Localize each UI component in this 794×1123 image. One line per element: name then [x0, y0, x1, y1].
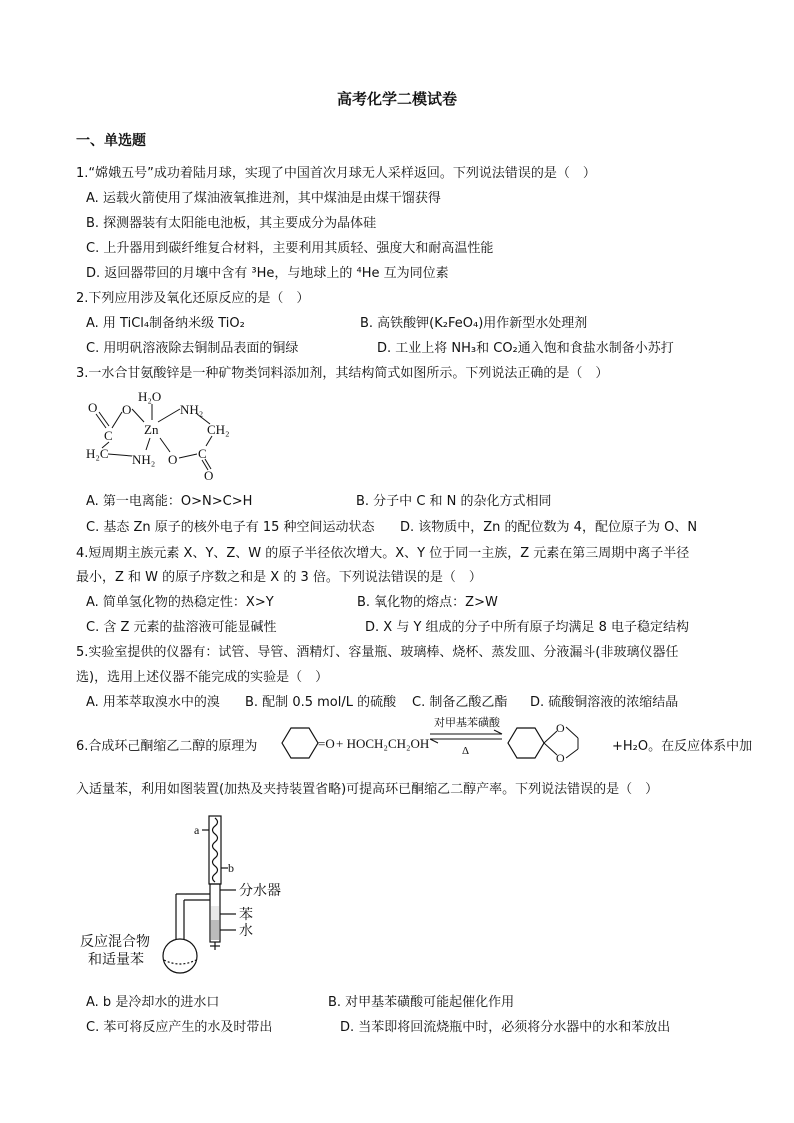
separator-label: 分水器 [239, 884, 281, 899]
q6-stem-end: +H₂O。在反应体系中加 [612, 739, 753, 754]
q4-option-c: C. 含 Z 元素的盐溶液可能显碱性 [86, 620, 277, 635]
q1-option-a: A. 运载火箭使用了煤油液氧推进剂，其中煤油是由煤干馏获得 [86, 191, 441, 206]
q3-option-b: B. 分子中 C 和 N 的杂化方式相同 [356, 494, 552, 509]
water-layer [211, 920, 219, 940]
port-b-label: b [228, 861, 234, 875]
q3-option-d: D. 该物质中，Zn 的配位数为 4，配位原子为 O、N [400, 520, 698, 535]
q1-stem: 1.“嫦娥五号”成功着陆月球，实现了中国首次月球无人采样返回。下列说法错误的是（ ） [76, 166, 596, 181]
dioxolane-oxygen-top: O [556, 721, 565, 735]
mixture-label-line2: 和适量苯 [88, 953, 144, 968]
q3-option-c: C. 基态 Zn 原子的核外电子有 15 种空间运动状态 [86, 520, 375, 535]
q6-option-c: C. 苯可将反应产生的水及时带出 [86, 1020, 273, 1035]
dioxolane-oxygen-bottom: O [556, 751, 565, 765]
atom-o-left: O [122, 402, 132, 417]
condenser-coil [213, 818, 218, 882]
zinc-glycinate-structure [82, 384, 252, 484]
page-title: 高考化学二模试卷 [336, 90, 457, 108]
dean-stark-apparatus [76, 810, 281, 980]
port-a-label: a [194, 823, 200, 837]
atom-zn: Zn [144, 422, 159, 437]
q4-stem-line2: 最小，Z 和 W 的原子序数之和是 X 的 3 倍。下列说法错误的是（ ） [76, 570, 482, 585]
q5-stem-line2: 选)，选用上述仪器不能完成的实验是（ ） [76, 670, 329, 685]
q5-option-c: C. 制备乙酸乙酯 [412, 695, 508, 710]
q4-stem-line1: 4.短周期主族元素 X、Y、Z、W 的原子半径依次增大。X、Y 位于同一主族，Z 元素在第三周期中离子半径 [76, 546, 690, 561]
q4-option-b: B. 氧化物的熔点：Z>W [357, 595, 498, 610]
atom-nh2-bottom: NH₂ [132, 452, 156, 467]
q4-option-d: D. X 与 Y 组成的分子中所有原子均满足 8 电子稳定结构 [365, 620, 690, 635]
flask-liquid [164, 960, 196, 964]
ethylene-glycol: + HOCH₂CH₂OH [336, 736, 430, 751]
atom-h2c: H₂C [86, 446, 109, 461]
atom-c-left: C [104, 428, 113, 443]
q5-option-d: D. 硫酸铜溶液的浓缩结晶 [530, 695, 679, 710]
q2-option-a: A. 用 TiCl₄制备纳米级 TiO₂ [86, 316, 245, 331]
q5-option-b: B. 配制 0.5 mol/L 的硫酸 [245, 695, 397, 710]
atom-nh2-top: NH₂ [180, 402, 204, 417]
ketone-oxygen: =O [318, 736, 335, 751]
q6-stem-line2: 入适量苯，利用如图装置(加热及夹持装置省略)可提高环已酮缩乙二醇产率。下列说法错误的是（ ） [76, 782, 659, 797]
acetal-reaction-equation [272, 714, 617, 770]
mixture-label-line1: 反应混合物 [80, 935, 150, 950]
atom-o-carbonyl-bottom: O [204, 468, 214, 483]
q6-option-b: B. 对甲基苯磺酸可能起催化作用 [328, 995, 515, 1010]
q1-option-c: C. 上升器用到碳纤维复合材料，主要利用其质轻、强度大和耐高温性能 [86, 241, 494, 256]
q4-option-a: A. 简单氢化物的热稳定性：X>Y [86, 595, 274, 610]
q2-option-d: D. 工业上将 NH₃和 CO₂通入饱和食盐水制备小苏打 [377, 341, 674, 356]
q2-option-c: C. 用明矾溶液除去铜制品表面的铜绿 [86, 341, 299, 356]
q6-option-a: A. b 是冷却水的进水口 [86, 995, 220, 1010]
q5-option-a: A. 用苯萃取溴水中的溴 [86, 695, 220, 710]
heat-symbol: Δ [462, 745, 470, 757]
product-cyclohexane-ring [508, 728, 544, 758]
q1-option-b: B. 探测器装有太阳能电池板，其主要成分为晶体硅 [86, 216, 377, 231]
q3-option-a: A. 第一电离能：O>N>C>H [86, 494, 253, 509]
catalyst-label: 对甲基苯磺酸 [434, 717, 500, 729]
atom-c-right: C [198, 446, 207, 461]
q6-stem-start: 6.合成环己酮缩乙二醇的原理为 [76, 739, 258, 754]
water-label: 水 [239, 924, 253, 939]
atom-ch2: CH₂ [207, 422, 230, 437]
q2-stem: 2.下列应用涉及氧化还原反应的是（ ） [76, 291, 310, 306]
atom-h2o: H₂O [138, 389, 162, 404]
q6-option-d: D. 当苯即将回流烧瓶中时，必须将分水器中的水和苯放出 [340, 1020, 671, 1035]
cyclohexanone-ring [282, 728, 318, 758]
q1-option-d: D. 返回器带回的月壤中含有 ³He，与地球上的 ⁴He 互为同位素 [86, 266, 449, 281]
q2-option-b: B. 高铁酸钾(K₂FeO₄)用作新型水处理剂 [360, 316, 588, 331]
atom-o-carbonyl: O [88, 400, 98, 415]
q3-stem: 3.一水合甘氨酸锌是一种矿物类饲料添加剂，其结构简式如图所示。下列说法正确的是（ ） [76, 366, 609, 381]
atom-o-right: O [168, 452, 178, 467]
section-heading: 一、单选题 [76, 133, 146, 149]
benzene-layer [211, 906, 219, 920]
benzene-label: 苯 [239, 908, 253, 923]
round-bottom-flask [163, 939, 197, 973]
q5-stem-line1: 5.实验室提供的仪器有：试管、导管、酒精灯、容量瓶、玻璃棒、烧杯、蒸发皿、分液漏斗(非玻璃仪器任 [76, 645, 679, 660]
